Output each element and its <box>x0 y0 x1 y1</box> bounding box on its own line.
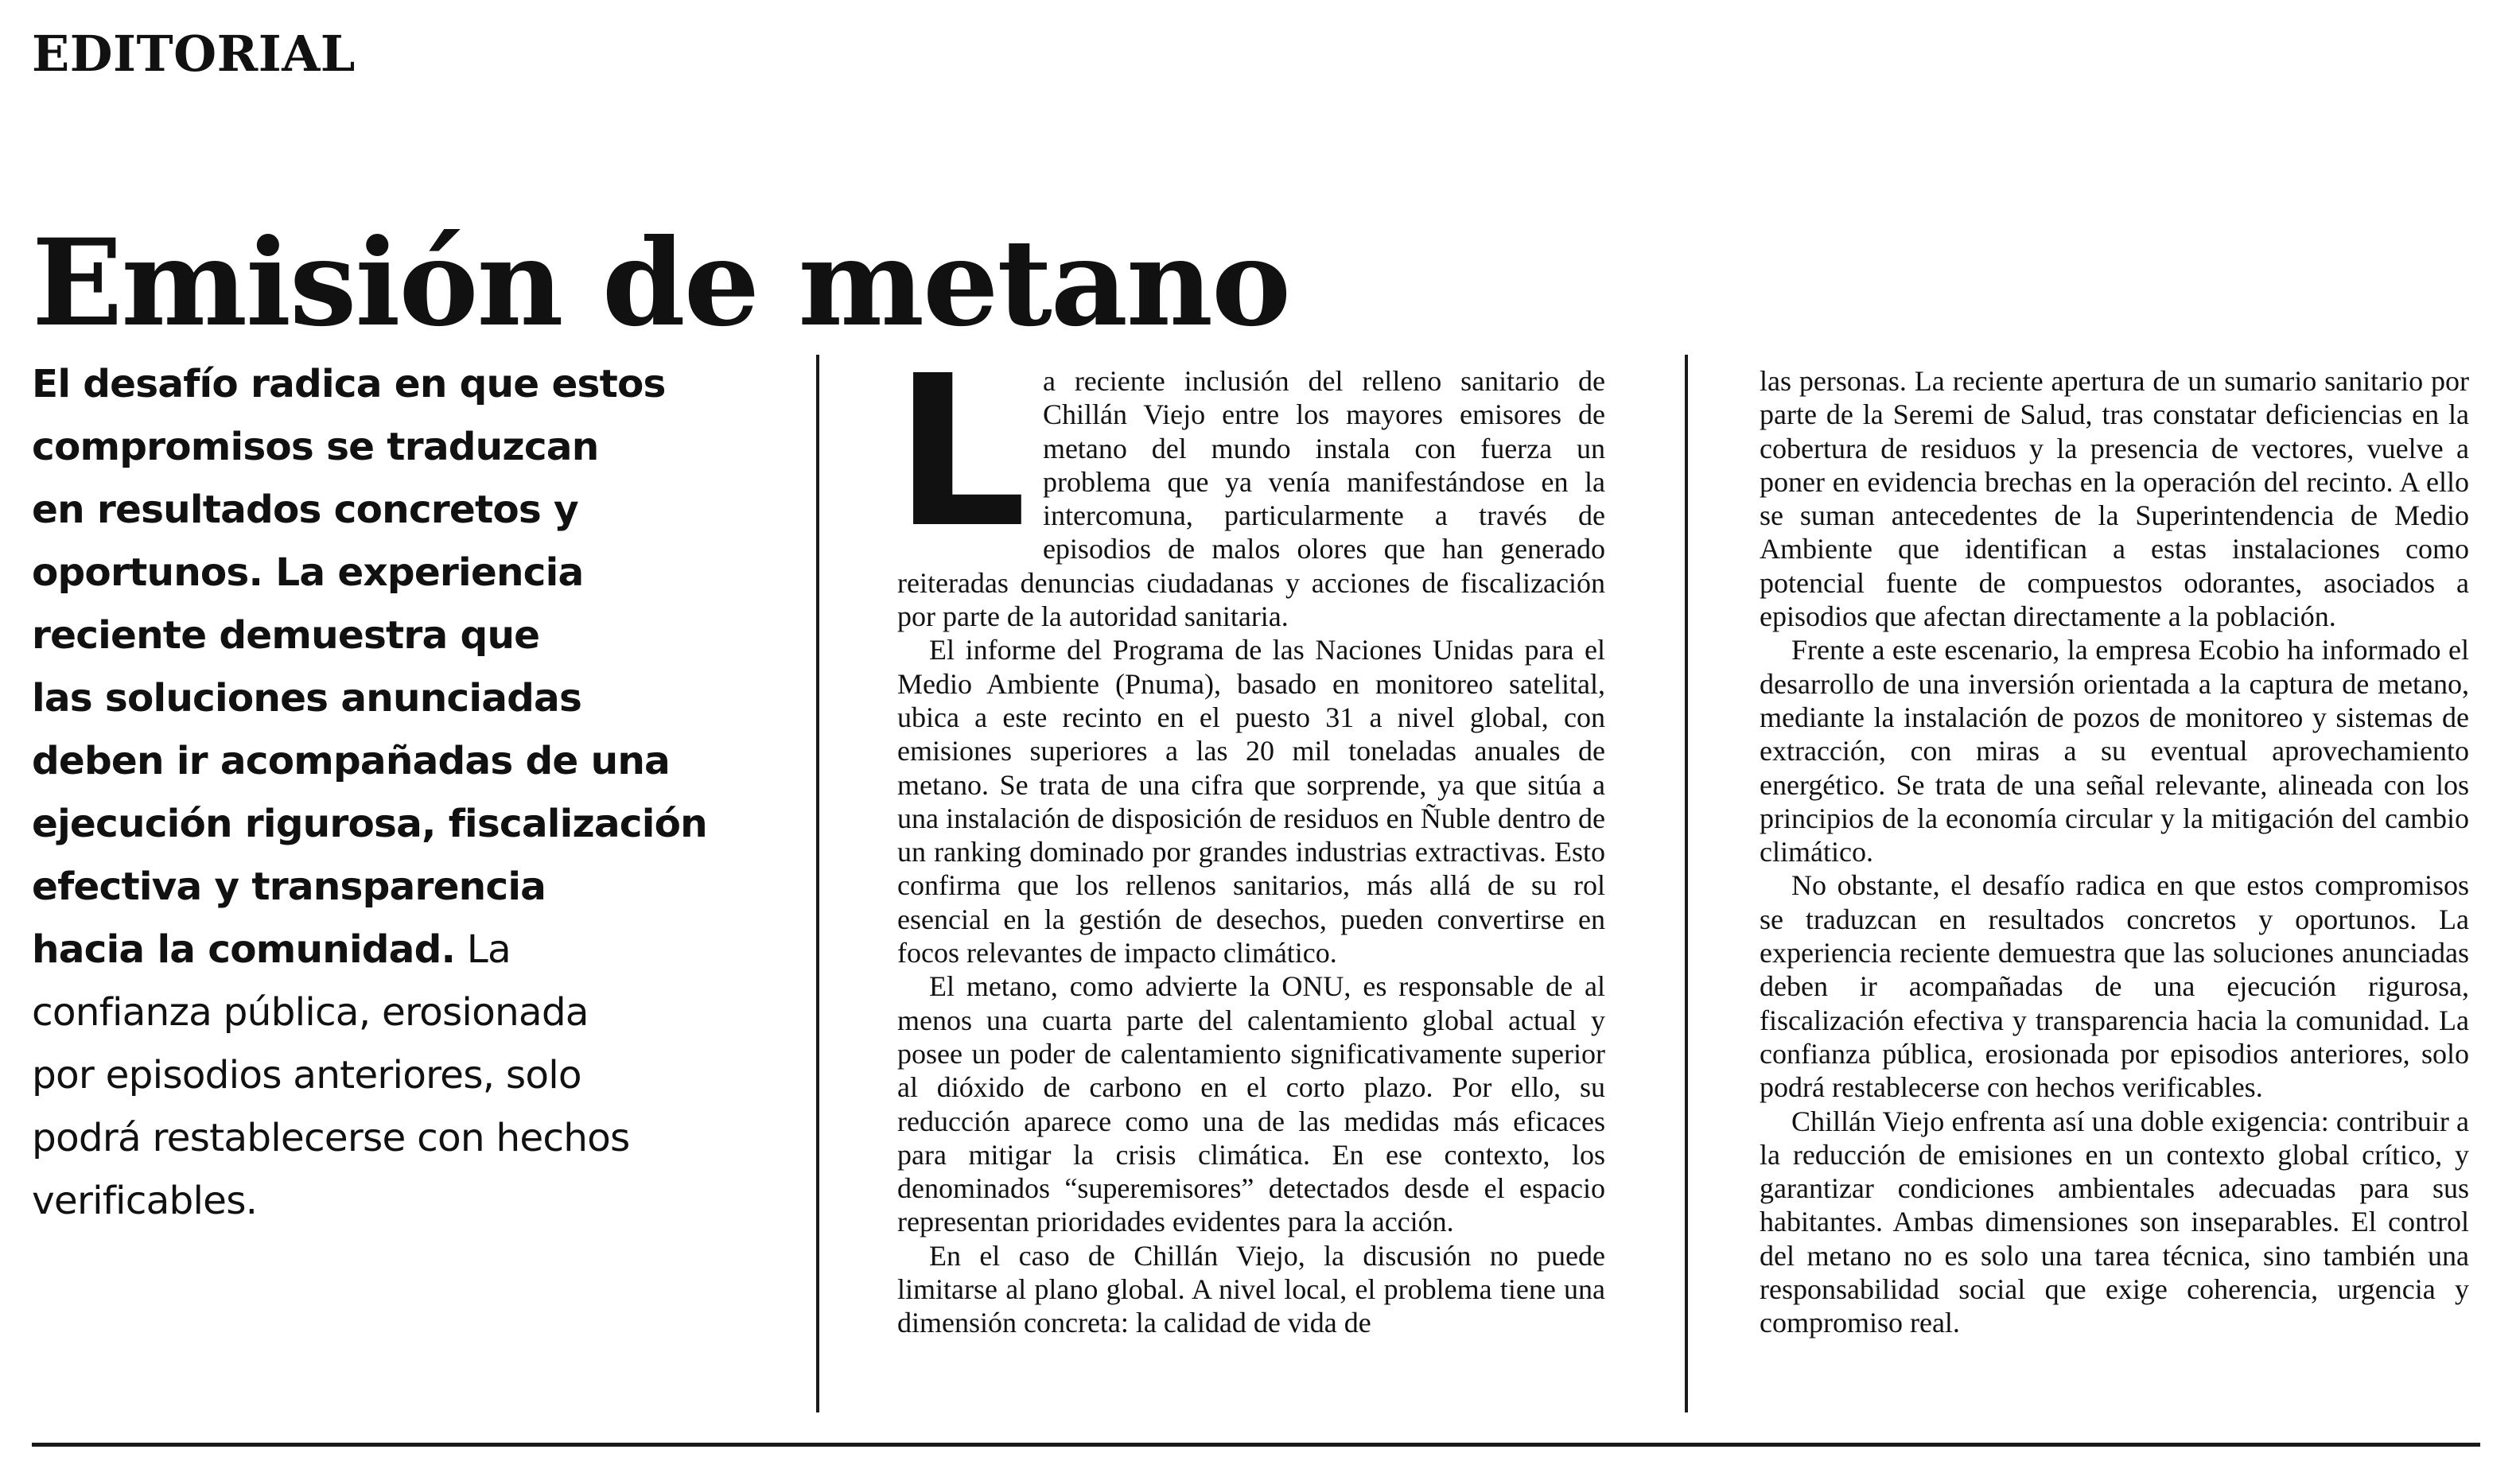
column-divider <box>1685 355 1688 1412</box>
article-paragraph: las personas. La reciente apertura de un sumario sanitario por parte de la Seremi de Salud, tras constatar deficiencias en la cobertura de residuos y la presencia de vectores, vuelve a poner en evidencia brechas en la operación del recinto. A ello se suman antecedentes de la Superintendencia de Medio Ambiente que identifican a estas instalaciones como potencial fuente de compuestos odorantes, asociados a episodios que afectan directamente a la población. <box>1760 365 2469 633</box>
pull-quote-line: podrá restablecerse con hechos <box>32 1116 630 1160</box>
article-paragraph: Frente a este escenario, la empresa Ecobio ha informado el desarrollo de una inversión orientada a la captura de metano, mediante la instalación de pozos de monitoreo y sistemas de extracción, con miras a su eventual aprovechamiento energético. Se trata de una señal relevante, alineada con los principios de la economía circular y la mitigación del cambio climático. <box>1760 634 2469 868</box>
section-label: EDITORIAL <box>32 25 356 83</box>
column-divider <box>816 355 819 1412</box>
pull-quote-line: por episodios anteriores, solo <box>32 1053 581 1098</box>
pull-quote-regular-start: La <box>455 927 511 972</box>
article-paragraph: Chillán Viejo enfrenta así una doble exigencia: contribuir a la reducción de emisiones en un contexto global crítico, y garantizar condiciones ambientales adecuadas para sus habitantes. Ambas dimensiones son inseparables. El control del metano no es solo una tarea técnica, sino también una responsabilidad social que exige coherencia, urgencia y compromiso real. <box>1760 1105 2469 1339</box>
article-paragraph: No obstante, el desafío radica en que estos compromisos se traduzcan en resultados concretos y oportunos. La experiencia reciente demuestra que las soluciones anunciadas deben ir acompañadas de una ejecución rigurosa, fiscalización efectiva y transparencia hacia la comunidad. La confianza pública, erosionada por episodios anteriores, solo podrá restablecerse con hechos verificables. <box>1760 869 2469 1104</box>
pull-quote <box>32 353 795 1233</box>
article-column-1 <box>894 331 1605 1340</box>
pull-quote-line: confianza pública, erosionada <box>32 990 589 1035</box>
article-paragraph: En el caso de Chillán Viejo, la discusión no puede limitarse al plano global. A nivel local, el problema tiene una dimensión concreta: la calidad de vida de <box>897 1239 1605 1339</box>
drop-cap: L <box>894 331 1027 573</box>
pull-quote-bold-end: hacia la comunidad. <box>32 927 456 972</box>
headline: Emisión de metano <box>32 212 1290 353</box>
bottom-rule <box>32 1443 2480 1447</box>
pull-quote-line: en resultados concretos y <box>32 488 578 532</box>
pull-quote-line: oportunos. La experiencia <box>32 550 584 595</box>
pull-quote-line: ejecución rigurosa, fiscalización <box>32 802 707 846</box>
article-column-2 <box>1760 364 2469 1340</box>
pull-quote-line: efectiva y transparencia <box>32 864 546 909</box>
paragraph-text: a reciente inclusión del relleno sanitario de Chillán Viejo entre los mayores emisores de metano del mundo instala con fuerza un problema que ya venía manifestándose en la intercomuna, particularmente a través de episodios de malos olores que han generado reiteradas denuncias ciudadanas y acciones de fiscalización por parte de la autoridad sanitaria. <box>897 365 1605 633</box>
article-paragraph <box>894 331 1605 633</box>
article-paragraph: El metano, como advierte la ONU, es responsable de al menos una cuarta parte del calentamiento global actual y posee un poder de calentamiento significativamente superior al dióxido de carbono en el corto plazo. Por ello, su reducción aparece como una de las medidas más eficaces para mitigar la crisis climática. En ese contexto, los denominados “superemisores” detectados desde el espacio representan prioridades evidentes para la acción. <box>897 970 1605 1238</box>
pull-quote-line-mixed <box>32 919 795 981</box>
article-paragraph: El informe del Programa de las Naciones Unidas para el Medio Ambiente (Pnuma), basado en monitoreo satelital, ubica a este recinto en el puesto 31 a nivel global, con emisiones superiores a las 20 mil toneladas anuales de metano. Se trata de una cifra que sorprende, ya que sitúa a una instalación de disposición de residuos en Ñuble dentro de un ranking dominado por grandes industrias extractivas. Esto confirma que los rellenos sanitarios, más allá de su rol esencial en la gestión de desechos, pueden convertirse en focos relevantes de impacto climático. <box>897 634 1605 969</box>
pull-quote-line: deben ir acompañadas de una <box>32 739 670 783</box>
pull-quote-line: verificables. <box>32 1179 258 1223</box>
pull-quote-line: compromisos se traduzcan <box>32 425 599 469</box>
pull-quote-line: El desafío radica en que estos <box>32 362 666 406</box>
pull-quote-line: reciente demuestra que <box>32 613 540 658</box>
pull-quote-line: las soluciones anunciadas <box>32 676 582 721</box>
